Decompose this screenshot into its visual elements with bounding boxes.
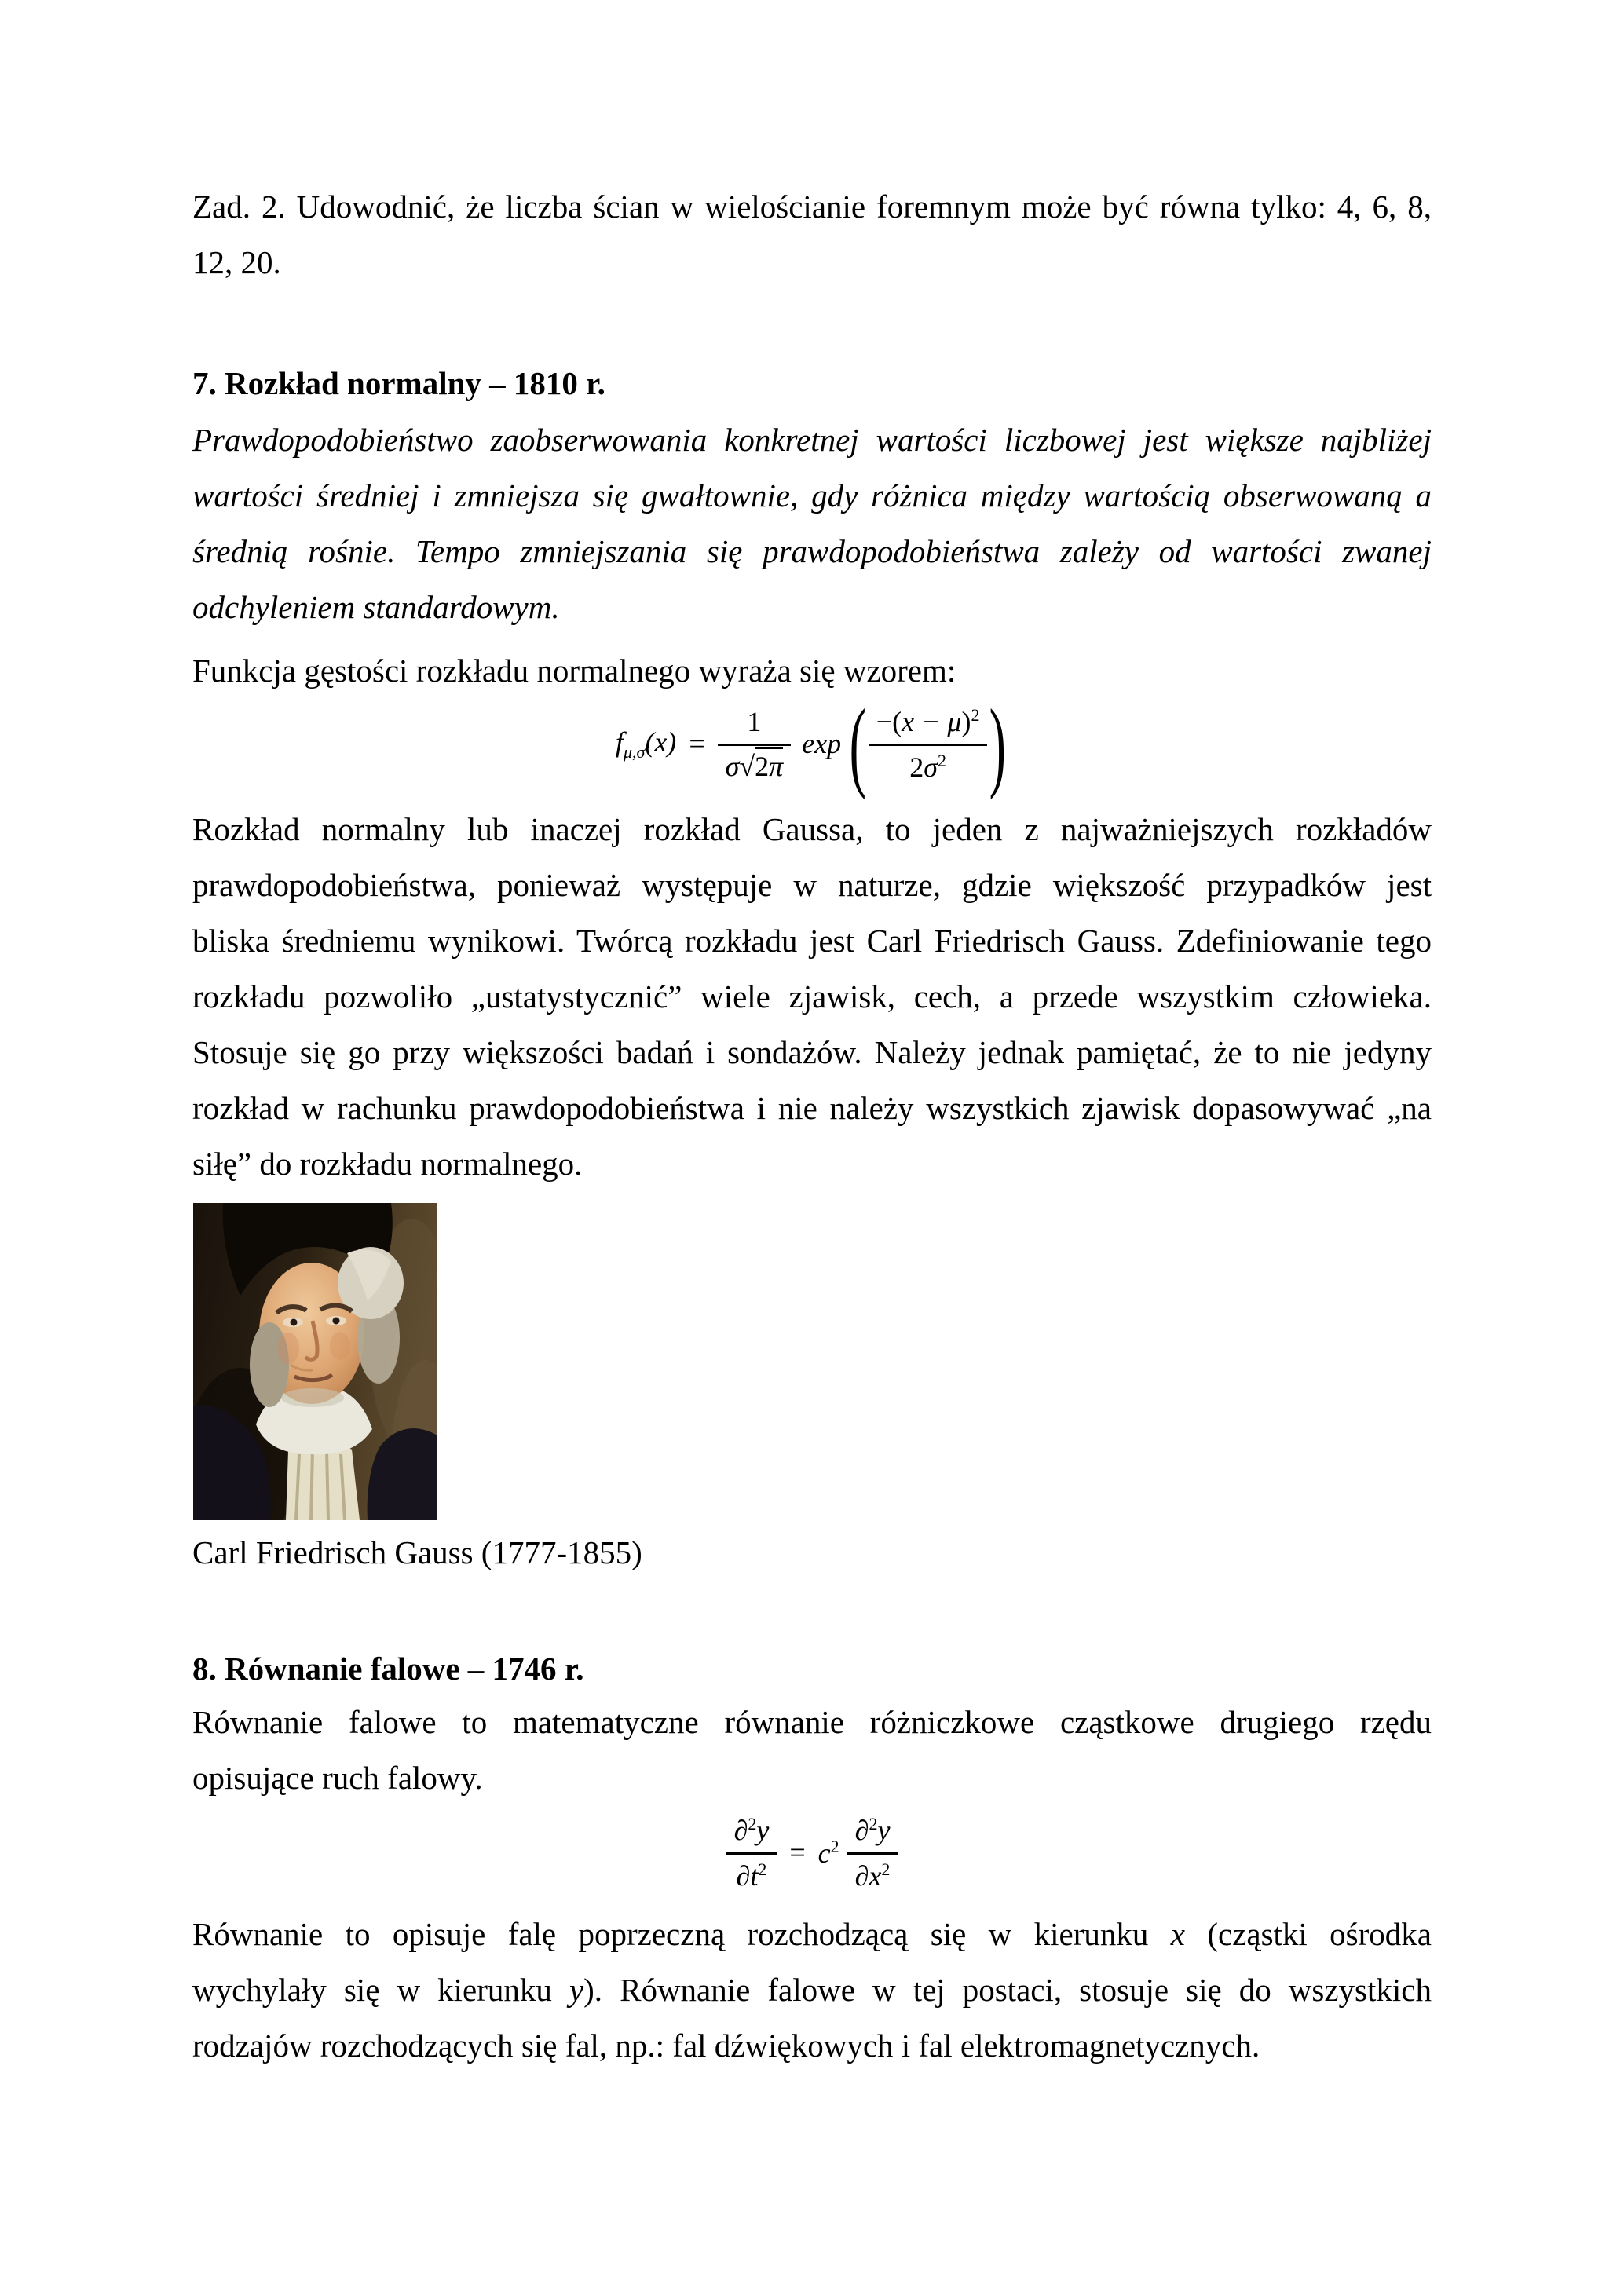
formula-lhs: $f_{\mu,\sigma}(x)$: [615, 726, 677, 762]
section-7-heading: [192, 356, 1432, 411]
text-line: wartości średniej i zmniejsza się gwałtownie, gdy różnica między wartością obserwowaną a: [192, 477, 1432, 514]
text-line: odchyleniem standardowym.: [192, 589, 560, 625]
fraction-exponent: $\frac{-(x - \mu)^2}{2\sigma^2}$: [869, 704, 988, 784]
equals-sign: =: [689, 728, 705, 760]
fraction-one-over-sigma-root: $\frac{1}{\sigma√2\pi}$: [718, 705, 792, 784]
text-line: Funkcja gęstości rozkładu normalnego wyraża się wzorem:: [192, 653, 956, 689]
text-line: średnią rośnie. Tempo zmniejszania się prawdopodobieństwa zależy od wartości zwanej: [192, 533, 1432, 569]
text-line: bliska średniemu wynikowi. Twórcą rozkładu jest Carl Friedrisch Gauss. Zdefiniowanie tego: [192, 923, 1432, 959]
text-line: opisujące ruch falowy.: [192, 1760, 483, 1796]
text-line: siłę” do rozkładu normalnego.: [192, 1146, 583, 1182]
text-line: Równanie to opisuje falę poprzeczną rozchodzącą się w kierunku x (cząstki ośrodka: [192, 1916, 1432, 1952]
exp-operator: exp: [802, 728, 842, 760]
gauss-portrait-image: [193, 1203, 437, 1520]
text-line: Rozkład normalny lub inaczej rozkład Gaussa, to jeden z najważniejszych rozkładów: [192, 811, 1432, 847]
text-line: rozkład w rachunku prawdopodobieństwa i nie należy wszystkich zjawisk dopasowywać „na: [192, 1090, 1432, 1126]
equals-sign: =: [789, 1837, 806, 1869]
section-8-heading: [192, 1641, 1432, 1697]
portrait-caption: [192, 1525, 1432, 1581]
gauss-portrait-graphic: [193, 1203, 437, 1520]
text-line: prawdopodobieństwa, ponieważ występuje w naturze, gdzie większość przypadków jest: [192, 867, 1432, 903]
variable-y: y: [569, 1972, 584, 2008]
c-squared: $c^2$: [817, 1836, 839, 1869]
paragraph-section7-body: [192, 802, 1432, 1192]
heading-text: 7. Rozkład normalny – 1810 r.: [192, 365, 605, 401]
paragraph-section7-intro: [192, 412, 1432, 635]
fraction-d2y-dx2: $\frac{\partial^2y}{\partial x^2}$: [847, 1813, 898, 1893]
paragraph-section8-intro: [192, 1695, 1432, 1806]
text-line: wychylały się w kierunku y). Równanie falowe w tej postaci, stosuje się do wszystkich: [192, 1972, 1432, 2008]
text-line: Stosuje się go przy większości badań i sondażów. Należy jednak pamiętać, że to nie jedyny: [192, 1034, 1432, 1070]
text-line: rozkładu pozwoliło „ustatystycznić” wiele zjawisk, cech, a przede wszystkim człowieka.: [192, 978, 1432, 1015]
text-line: Równanie falowe to matematyczne równanie różniczkowe cząstkowe drugiego rzędu: [192, 1704, 1432, 1740]
paragraph-section8-body: [192, 1907, 1432, 2074]
text-line: Zad. 2. Udowodnić, że liczba ścian w wielościanie foremnym może być równa tylko: 4, 6, 8,: [192, 188, 1432, 225]
caption-text: Carl Friedrisch Gauss (1777-1855): [192, 1534, 642, 1570]
text-line: 12, 20.: [192, 244, 281, 280]
right-parenthesis: ): [989, 689, 1007, 800]
fraction-d2y-dt2: $\frac{\partial^2y}{\partial t^2}$: [726, 1813, 777, 1893]
variable-x: x: [1170, 1916, 1185, 1952]
text-line: rodzajów rozchodzących się fal, np.: fal dźwiękowych i fal elektromagnetycznych.: [192, 2027, 1260, 2064]
paragraph-task: [192, 179, 1432, 291]
heading-text: 8. Równanie falowe – 1746 r.: [192, 1651, 584, 1687]
left-parenthesis: (: [849, 689, 867, 800]
wave-equation-formula: [192, 1794, 1432, 1912]
normal-density-formula: [192, 686, 1432, 803]
text-line: Prawdopodobieństwo zaobserwowania konkretnej wartości liczbowej jest większe najbliżej: [192, 422, 1432, 458]
